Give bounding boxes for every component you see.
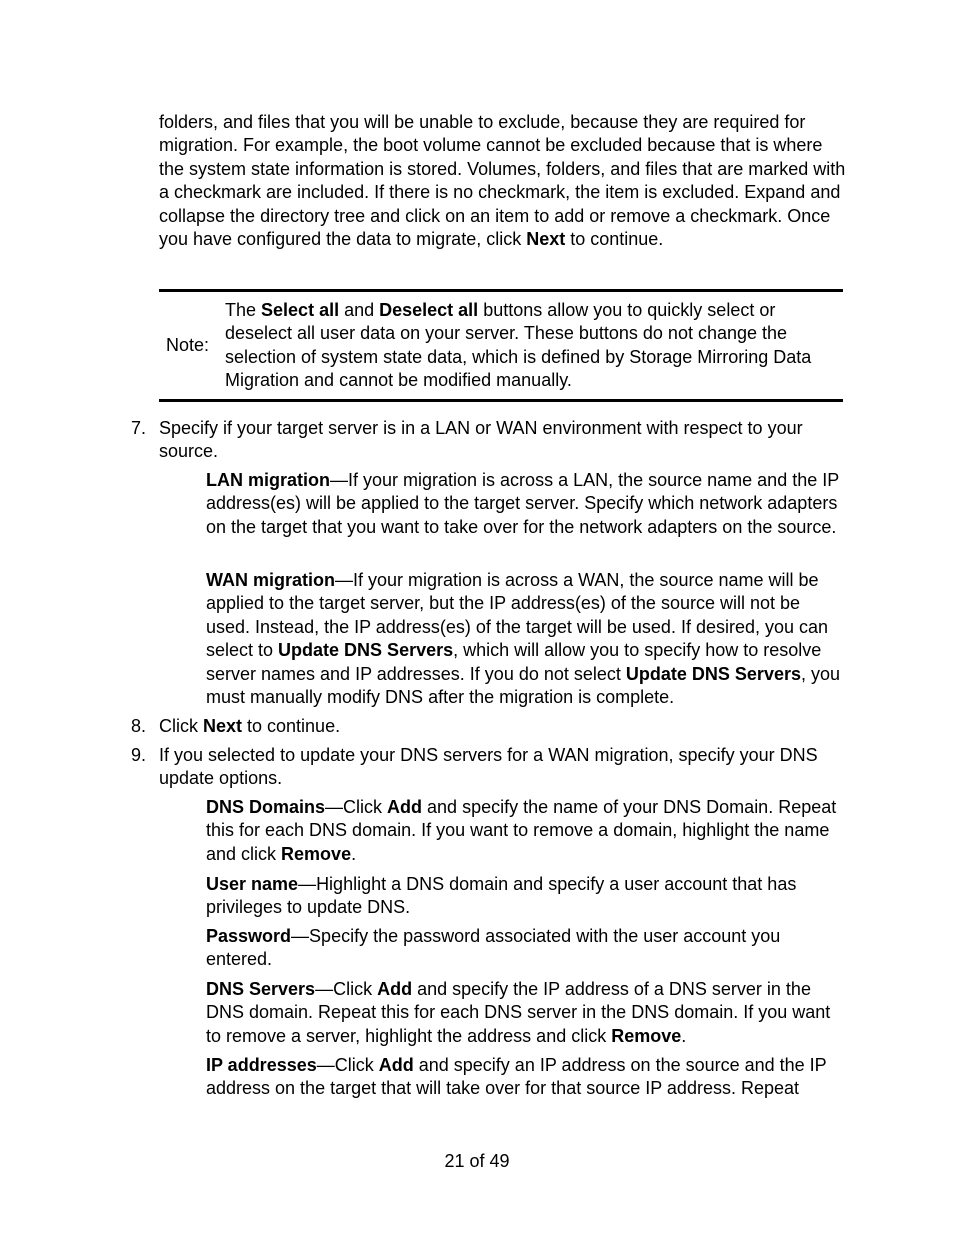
ip-addresses-option: IP addresses—Click Add and specify an IP address on the source and the IP address on the target that will take over for that source IP address. Repeat — [206, 1055, 827, 1099]
note-top-rule — [159, 289, 843, 292]
dns-servers-option: DNS Servers—Click Add and specify the IP address of a DNS server in the DNS domain. Repeat this for each DNS server in the DNS domain. If you want to remove a server, highlight the address and click Remove. — [206, 979, 831, 1046]
step-8-number: 8. — [131, 716, 147, 736]
step-7-text: Specify if your target server is in a LAN or WAN environment with respect to your source. — [159, 418, 803, 462]
wan-migration-option: WAN migration—If your migration is across a WAN, the source name will be applied to the target server, but the IP address(es) of the source will not be used. Instead, the IP address(es) of the target will be used. If desired, you can select to Update DNS Servers, which will allow you to specify how to resolve server names and IP addresses. If you do not select Update DNS Servers, you must manually modify DNS after the migration is complete. — [206, 570, 841, 708]
password-option: Password—Specify the password associated with the user account you entered. — [206, 926, 781, 970]
step-9-number: 9. — [131, 745, 147, 765]
note-label: Note: — [166, 335, 210, 355]
note-text: The Select all and Deselect all buttons allow you to quickly select or deselect all user data on your server. These buttons do not change the selection of system state data, which is defined by Storage Mirroring Data Migration and cannot be modified manually. — [225, 300, 812, 391]
intro-paragraph: folders, and files that you will be unable to exclude, because they are required for migration. For example, the boot volume cannot be excluded because that is where the system state information is stored. Volumes, folders, and files that are marked with a checkmark are included. If there is no checkmark, the item is excluded. Expand and collapse the directory tree and click on an item to add or remove a checkmark. Once you have configured the data to migrate, click Next to continue. — [159, 112, 846, 250]
step-7-number: 7. — [131, 418, 147, 438]
page-number: 21 of 49 — [444, 1151, 510, 1171]
dns-domains-option: DNS Domains—Click Add and specify the name of your DNS Domain. Repeat this for each DNS domain. If you want to remove a domain, highlight the name and click Remove. — [206, 797, 837, 864]
note-bottom-rule — [159, 399, 843, 402]
step-9-text: If you selected to update your DNS servers for a WAN migration, specify your DNS update options. — [159, 745, 818, 789]
user-name-option: User name—Highlight a DNS domain and specify a user account that has privileges to update DNS. — [206, 874, 797, 918]
lan-migration-option: LAN migration—If your migration is across a LAN, the source name and the IP address(es) will be applied to the target server. Specify which network adapters on the target that you want to take over for the network adapters on the source. — [206, 470, 839, 537]
step-8-text: Click Next to continue. — [159, 716, 341, 736]
